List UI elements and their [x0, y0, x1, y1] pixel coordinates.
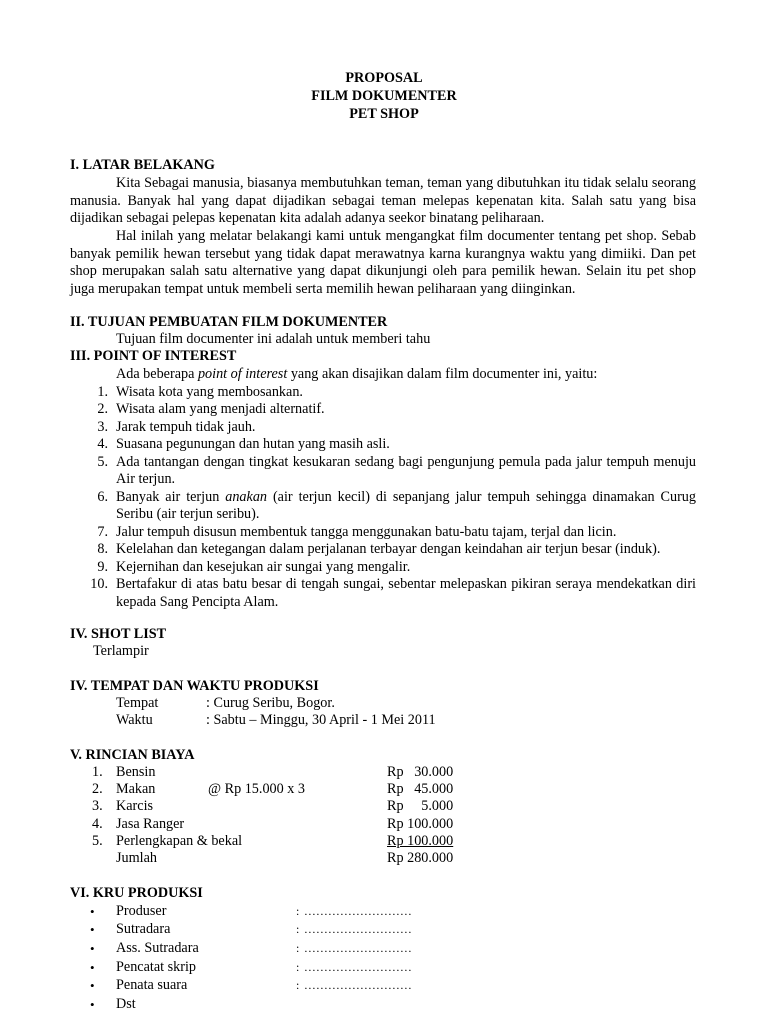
waktu-value: : Sabtu – Minggu, 30 April - 1 Mei 2011 [206, 712, 436, 728]
total-row [70, 850, 470, 868]
crew-role: Produser [116, 903, 167, 919]
cost-num: 4. [92, 816, 103, 832]
list-num: 1. [97, 383, 108, 400]
total-label: Jumlah [116, 850, 157, 866]
list-item [70, 977, 490, 995]
cost-num: 3. [92, 798, 103, 814]
heading-tujuan: II. TUJUAN PEMBUATAN FILM DOKUMENTER [70, 314, 388, 330]
list-text: Jalur tempuh disusun membentuk tangga menggunakan batu-batu tajam, terjal dan licin. [116, 523, 617, 540]
cost-item: Jasa Ranger [116, 816, 185, 832]
paragraph-latar-2-text: Hal inilah yang melatar belakangi kami untuk mengangkat film documenter tentang pet shop. Sebab banyak pemilik hewan tersebut yang tidak dapat merawatnya karna kurangnya waktu yang dimiiki. Dan pet shop merupakan salah satu alternative yang dapat dikunjungi oleh para pemilik hewan. Selain itu pet shop juga merupakan tempat untuk membeli serta memilih hewan peliharaan yang diinginkan. [70, 228, 696, 297]
cost-num: 5. [92, 833, 103, 849]
list-text: Wisata kota yang membosankan. [116, 383, 303, 400]
table-row [70, 833, 470, 851]
crew-dots: : ........................... [296, 922, 413, 936]
heading-tempat-waktu: IV. TEMPAT DAN WAKTU PRODUKSI [70, 678, 319, 694]
cost-amount: Rp 5.000 [387, 798, 454, 814]
list-text: Suasana pegunungan dan hutan yang masih asli. [116, 436, 390, 452]
heading-shot-list: IV. SHOT LIST [70, 626, 167, 642]
list-text: Kejernihan dan kesejukan air sungai yang mengalir. [116, 558, 411, 575]
cost-num: 2. [92, 781, 103, 797]
crew-role: Dst [116, 996, 136, 1012]
list-text: Jarak tempuh tidak jauh. [116, 418, 256, 435]
intro-em: point of interest [197, 366, 288, 382]
list-item [70, 559, 696, 577]
cost-amount: Rp 30.000 [387, 764, 454, 780]
crew-role: Ass. Sutradara [116, 940, 199, 956]
intro-post: yang akan disajikan dalam film documenter ini, yaitu: [287, 366, 598, 382]
list-num: 8. [97, 541, 108, 557]
heading-latar-belakang: I. LATAR BELAKANG [70, 157, 215, 173]
crew-role: Pencatat skrip [116, 959, 196, 975]
bullet: • [90, 922, 95, 937]
cost-item: Makan [116, 781, 156, 797]
list-text-post: (air terjun kecil) di sepanjang jalur tempuh sehingga dinamakan Curug Seribu (air terjun seribu). [116, 488, 696, 522]
list-item [70, 940, 490, 958]
table-row [70, 781, 470, 799]
list-num: 2. [97, 401, 108, 417]
crew-dots: : ........................... [296, 978, 413, 992]
list-text: Ada tantangan dengan tingkat kesukaran sedang bagi pengunjung pemula pada jalur tempuh menuju Air terjun. [116, 453, 696, 487]
list-num: 3. [97, 418, 108, 435]
cost-amount: Rp 45.000 [387, 781, 454, 797]
crew-dots: : ........................... [296, 904, 413, 918]
heading-rincian-biaya: V. RINCIAN BIAYA [70, 747, 195, 763]
crew-dots: : ........................... [296, 960, 413, 974]
paragraph-latar-1 [70, 175, 696, 228]
list-num: 4. [97, 436, 108, 452]
tempat-value: : Curug Seribu, Bogor. [206, 695, 335, 711]
list-text: Kelelahan dan ketegangan dalam perjalanan terbayar dengan keindahan air terjun besar (induk). [116, 541, 661, 557]
list-item [70, 903, 490, 921]
list-text: Bertafakur di atas batu besar di tengah sungai, sebentar melepaskan pikiran seraya mendekatkan diri kepada Sang Pencipta Alam. [116, 576, 696, 610]
point-of-interest-list [70, 366, 696, 611]
list-num: 5. [97, 453, 108, 470]
paragraph-latar-1-text: Kita Sebagai manusia, biasanya membutuhkan teman, teman yang dibutuhkan itu tidak selalu seorang manusia. Banyak hal yang dapat dijadikan sebagai teman melepas kepenatan kita. Salah satu yang bisa dijadikan sebagai pelepas kepenatan kita adalah adanya seekor binatang peliharaan. [70, 175, 696, 226]
table-row [70, 798, 470, 816]
list-text-em: anakan [225, 488, 268, 505]
bullet: • [90, 904, 95, 919]
crew-role: Penata suara [116, 977, 188, 993]
list-num: 7. [97, 523, 108, 540]
tujuan-text: Tujuan film documenter ini adalah untuk memberi tahu [116, 331, 431, 347]
crew-dots: : ........................... [296, 941, 413, 955]
heading-kru-produksi: VI. KRU PRODUKSI [70, 885, 203, 901]
crew-role: Sutradara [116, 921, 171, 937]
cost-item: Perlengkapan & bekal [116, 833, 243, 849]
bullet: • [90, 941, 95, 956]
table-row [70, 764, 470, 782]
heading-point-of-interest: III. POINT OF INTEREST [70, 348, 237, 364]
bullet: • [90, 960, 95, 975]
cost-item: Bensin [116, 764, 156, 780]
cost-note: @ Rp 15.000 x 3 [208, 781, 306, 797]
list-item [70, 436, 696, 454]
paragraph-latar-2 [70, 228, 696, 298]
list-item [70, 419, 696, 437]
list-num: 10. [90, 576, 108, 592]
list-num: 9. [97, 558, 108, 575]
bullet: • [90, 997, 95, 1012]
title-film-dokumenter: FILM DOKUMENTER [311, 88, 457, 104]
shot-list-text: Terlampir [93, 643, 149, 659]
list-item [70, 959, 490, 977]
waktu-label: Waktu [116, 712, 153, 728]
tempat-label: Tempat [116, 695, 159, 711]
list-num: 6. [97, 488, 108, 505]
list-item [70, 576, 696, 611]
cost-amount: Rp 100.000 [387, 833, 454, 849]
title-proposal: PROPOSAL [345, 70, 423, 86]
list-item [70, 384, 696, 402]
list-item [70, 541, 696, 559]
cost-amount: Rp 100.000 [387, 816, 454, 832]
list-text-pre: Banyak air terjun [116, 488, 226, 505]
list-item [70, 489, 696, 524]
cost-num: 1. [92, 764, 103, 780]
point-of-interest-intro [70, 366, 696, 384]
bullet: • [90, 978, 95, 993]
list-item [70, 996, 490, 1014]
total-amount: Rp 280.000 [387, 850, 454, 866]
table-row [70, 816, 470, 834]
list-item [70, 454, 696, 489]
list-text: Wisata alam yang menjadi alternatif. [116, 401, 325, 417]
list-item [70, 401, 696, 419]
list-item [70, 921, 490, 939]
intro-pre: Ada beberapa [116, 366, 198, 382]
cost-item: Karcis [116, 798, 154, 814]
list-item [70, 524, 696, 542]
title-pet-shop: PET SHOP [349, 106, 419, 122]
